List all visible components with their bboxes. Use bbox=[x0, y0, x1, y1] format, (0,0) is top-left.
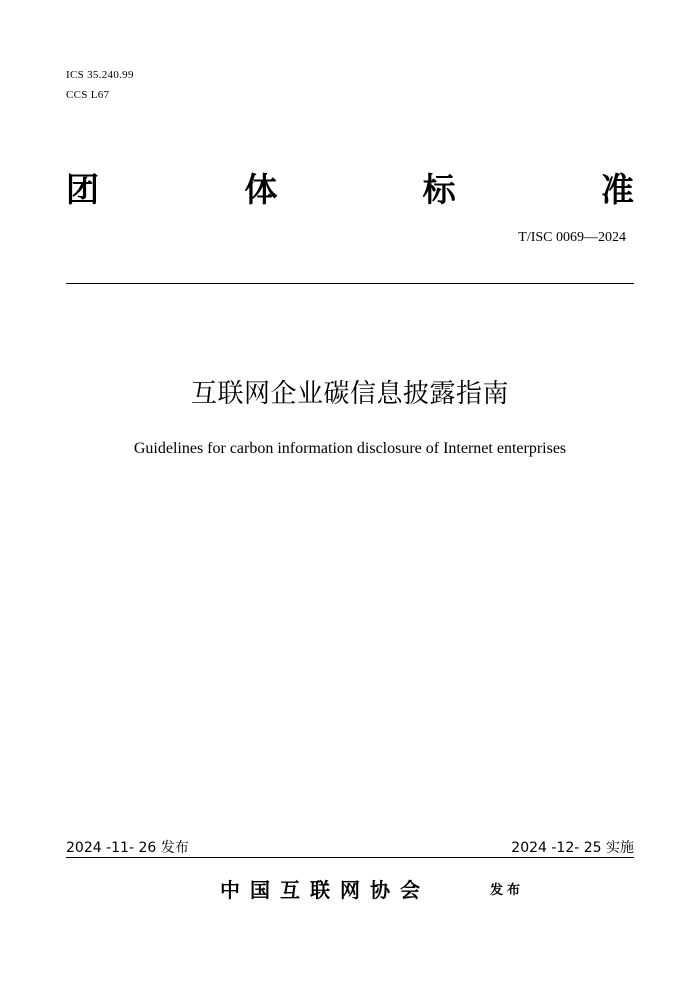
ccs-code: CCS L67 bbox=[66, 89, 110, 101]
category-char: 团 bbox=[66, 170, 99, 209]
issue-date: 2024 -11- 26 发布 bbox=[66, 840, 189, 856]
document-title-en: Guidelines for carbon information disclosure of Internet enterprises bbox=[133, 440, 567, 457]
category-char: 标 bbox=[422, 170, 456, 209]
document-title-cn: 互联网企业碳信息披露指南 bbox=[190, 379, 509, 409]
bottom-divider bbox=[66, 857, 634, 858]
publisher-name: 中国互联网协会 bbox=[220, 878, 430, 902]
classification-codes bbox=[66, 68, 134, 108]
category-char: 体 bbox=[244, 170, 278, 209]
top-divider bbox=[66, 283, 634, 284]
standard-number: T/ISC 0069—2024 bbox=[518, 230, 626, 245]
publish-label: 发布 bbox=[490, 883, 525, 898]
category-char: 准 bbox=[600, 170, 634, 209]
ics-code: ICS 35.240.99 bbox=[66, 69, 134, 81]
effective-date: 2024 -12- 25 实施 bbox=[511, 840, 634, 856]
standard-category bbox=[66, 170, 634, 210]
